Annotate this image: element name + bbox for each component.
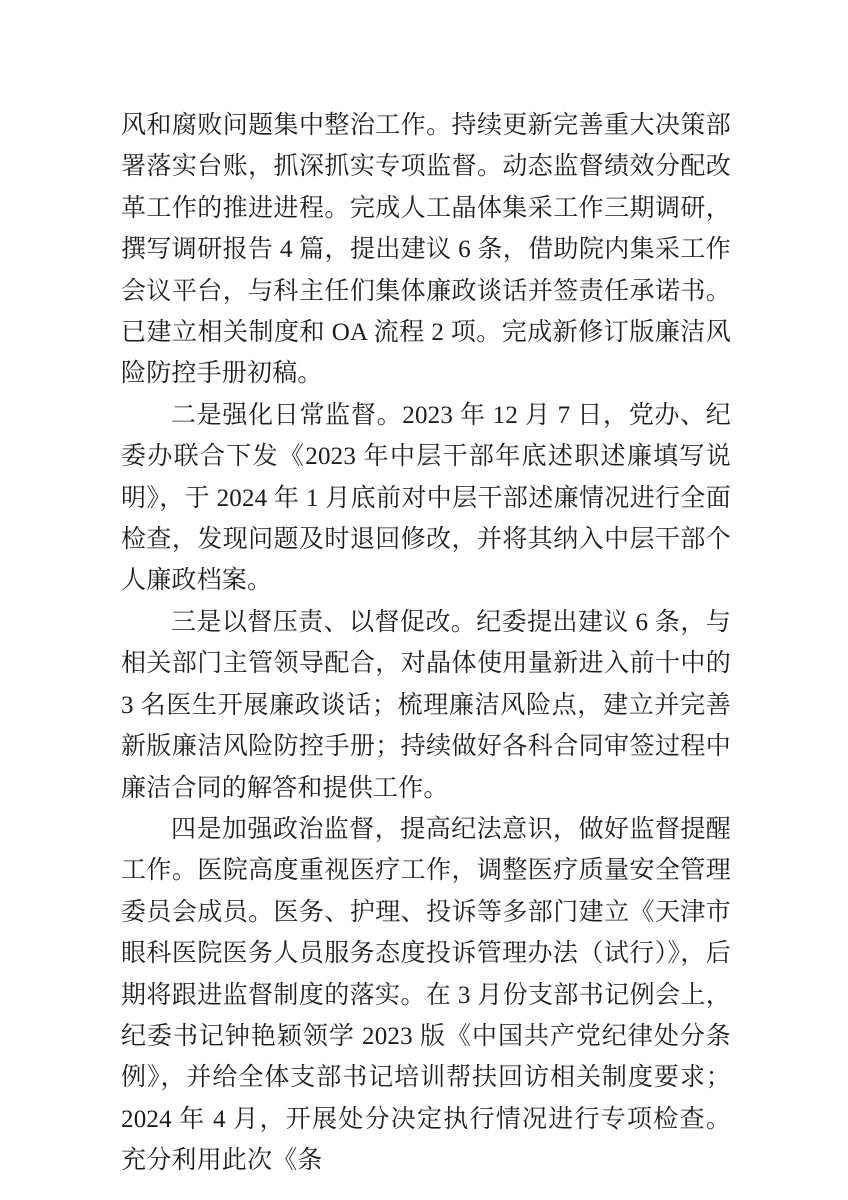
document-text-column (121, 105, 731, 1182)
paragraph-continuation: 风和腐败问题集中整治工作。持续更新完善重大决策部署落实台账，抓深抓实专项监督。动态监督绩效分配改革工作的推进进程。完成人工晶体集采工作三期调研，撰写调研报告 4 篇，提出建议 6 条，借助院内集采工作会议平台，与科主任们集体廉政谈话并签责任承诺书。已建立相关制度和 OA 流程 2 项。完成新修订版廉洁风险防控手册初稿。 (121, 112, 731, 388)
paragraph-fourth-item: 四是加强政治监督，提高纪法意识，做好监督提醒工作。医院高度重视医疗工作，调整医疗质量安全管理委员会成员。医务、护理、投诉等多部门建立《天津市眼科医院医务人员服务态度投诉管理办法（试行）》，后期将跟进监督制度的落实。在 3 月份支部书记例会上，纪委书记钟艳颖领学 2023 版《中国共产党纪律处分条例》，并给全体支部书记培训帮扶回访相关制度要求；2024 年 4 月，开展处分决定执行情况进行专项检查。充分利用此次《条 (121, 815, 731, 1175)
paragraph-third-item: 三是以督压责、以督促改。纪委提出建议 6 条，与相关部门主管领导配合，对晶体使用量新进入前十中的 3 名医生开展廉政谈话；梳理廉洁风险点，建立并完善新版廉洁风险防控手册；持续做好各科合同审签过程中廉洁合同的解答和提供工作。 (121, 608, 731, 802)
paragraph-second-item: 二是强化日常监督。2023 年 12 月 7 日，党办、纪委办联合下发《2023 年中层干部年底述职述廉填写说明》，于 2024 年 1 月底前对中层干部述廉情况进行全面检查，发现问题及时退回修改，并将其纳入中层干部个人廉政档案。 (121, 401, 731, 595)
